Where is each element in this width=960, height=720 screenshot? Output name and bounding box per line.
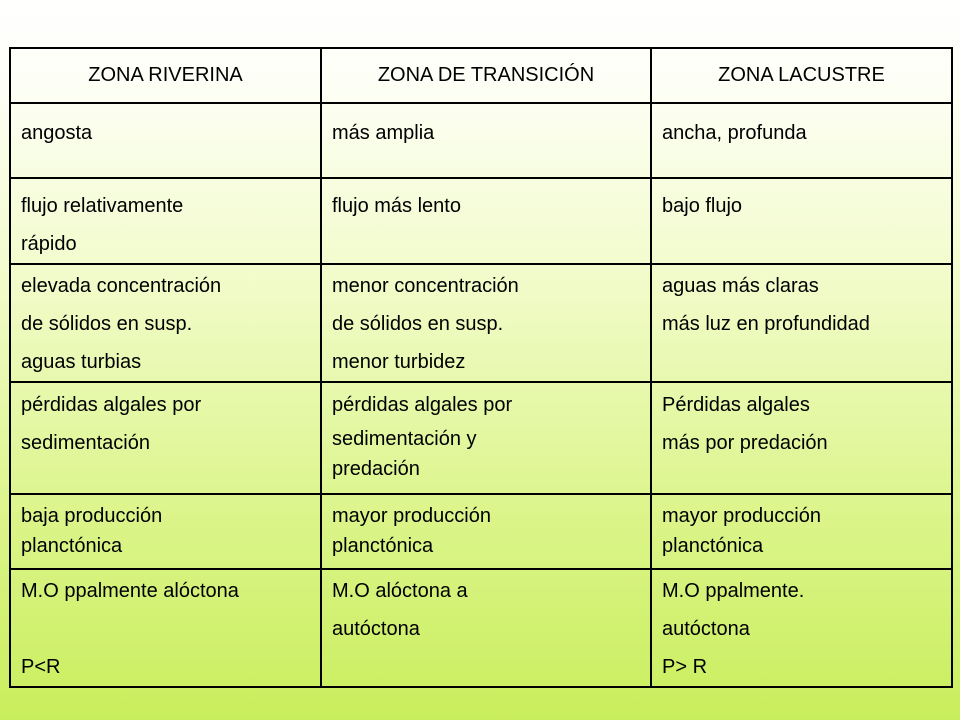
cell-riverina: [10, 569, 321, 687]
cell-line: aguas más claras: [662, 275, 819, 297]
cell-line: más luz en profundidad: [662, 313, 870, 335]
cell-line: más por predación: [662, 432, 828, 454]
cell-lacustre: [651, 494, 952, 569]
cell-line: baja producción planctónica: [21, 505, 163, 557]
cell-riverina: [10, 494, 321, 569]
cell-lacustre: [651, 382, 952, 494]
cell-line: autóctona: [332, 618, 420, 640]
table-row-flow: [10, 178, 952, 264]
cell-line: más amplia: [332, 122, 435, 144]
cell-riverina: [10, 103, 321, 178]
cell-lacustre: [651, 103, 952, 178]
cell-line: Pérdidas algales: [662, 394, 810, 416]
cell-transicion: [321, 382, 651, 494]
cell-line: M.O alóctona a: [332, 580, 468, 602]
cell-line: ancha, profunda: [662, 122, 807, 144]
cell-line: P> R: [662, 656, 708, 678]
cell-line: P<R: [21, 656, 61, 678]
cell-line: de sólidos en susp.: [21, 313, 193, 335]
header-zona-lacustre: ZONA LACUSTRE: [651, 48, 952, 103]
cell-lacustre: [651, 569, 952, 687]
cell-transicion: [321, 178, 651, 264]
table-row-solids: [10, 264, 952, 382]
cell-transicion: [321, 103, 651, 178]
cell-line: M.O ppalmente alóctona: [21, 580, 239, 602]
cell-line: autóctona: [662, 618, 750, 640]
table-row-width: [10, 103, 952, 178]
cell-line: sedimentación: [21, 432, 150, 454]
cell-line: flujo relativamente: [21, 195, 184, 217]
cell-line: menor turbidez: [332, 351, 466, 373]
cell-line: angosta: [21, 122, 93, 144]
cell-lacustre: [651, 178, 952, 264]
cell-line: pérdidas algales por: [332, 394, 513, 416]
cell-line: flujo más lento: [332, 195, 461, 217]
cell-line: elevada concentración: [21, 275, 222, 297]
table-row-organic-matter: [10, 569, 952, 687]
zones-comparison-table: [9, 47, 953, 688]
table-row-production: [10, 494, 952, 569]
cell-line: bajo flujo: [662, 195, 743, 217]
cell-line: rápido: [21, 233, 77, 255]
table-header-row: [10, 48, 952, 103]
cell-line: sedimentación y predación: [332, 428, 477, 480]
cell-line: aguas turbias: [21, 351, 142, 373]
header-zona-de-transicion: ZONA DE TRANSICIÓN: [321, 48, 651, 103]
cell-riverina: [10, 382, 321, 494]
cell-line: M.O ppalmente.: [662, 580, 805, 602]
cell-riverina: [10, 178, 321, 264]
table-row-algal-losses: [10, 382, 952, 494]
cell-line: de sólidos en susp.: [332, 313, 504, 335]
header-zona-riverina: ZONA RIVERINA: [10, 48, 321, 103]
cell-transicion: [321, 264, 651, 382]
cell-line: mayor producción planctónica: [332, 505, 491, 557]
cell-line: menor concentración: [332, 275, 519, 297]
cell-line: pérdidas algales por: [21, 394, 202, 416]
cell-transicion: [321, 494, 651, 569]
cell-transicion: [321, 569, 651, 687]
cell-line: mayor producción planctónica: [662, 505, 821, 557]
cell-lacustre: [651, 264, 952, 382]
cell-riverina: [10, 264, 321, 382]
